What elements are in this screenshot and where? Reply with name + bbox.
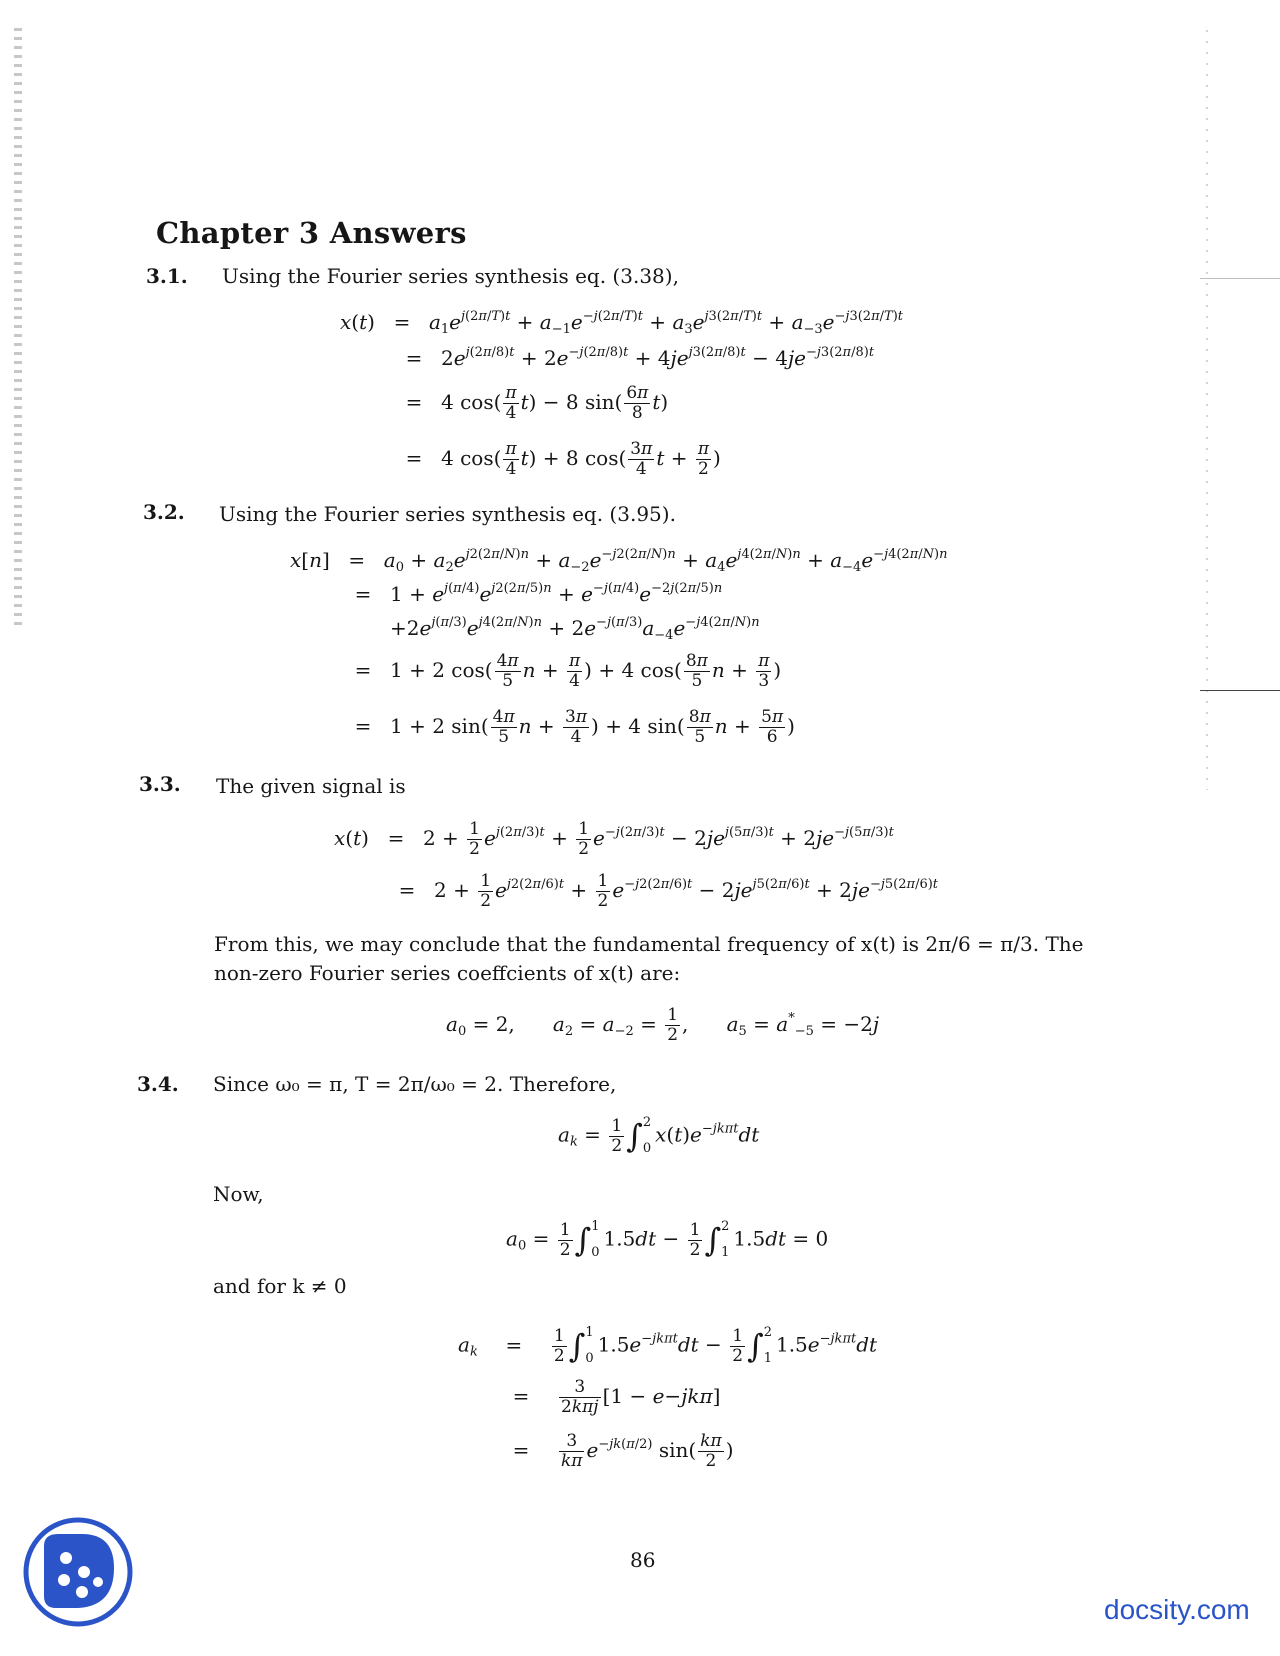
problem-intro: Using the Fourier series synthesis eq. (3.95). bbox=[219, 502, 676, 526]
equation-line: = 4 cos( $\frac{\pi}{4}$ t) − 8 sin( $\frac{6\pi}{8}$ t) bbox=[405, 383, 669, 423]
equation-line: = 4 cos( $\frac{\pi}{4}$ t) + 8 cos( $\frac{3\pi}{4}$ t + $\frac{\pi}{2}$ ) bbox=[405, 439, 721, 479]
paragraph-line: Now, bbox=[213, 1182, 264, 1206]
equation-line: $x(t) = a_1e^{j(2\pi/T)t} + a_{-1}e^{-j(2\pi/T)t} + a_3e^{j3(2\pi/T)t} + a_{-3}e^{-j3(2\pi/T)t}$ bbox=[340, 309, 903, 337]
coefficient-line: $a_0 = 2$, $a_2 = a_{-2}$ = $\frac{1}{2}$ , $a_5 = a^*_{-5} = -2j$ bbox=[446, 1005, 880, 1045]
problem-number: 3.1. bbox=[146, 264, 188, 288]
docsity-logo-icon bbox=[22, 1516, 134, 1628]
problem-number: 3.2. bbox=[143, 500, 185, 524]
equation-line: = 2 + $\frac{1}{2}$ $e^{j2(2\pi/6)t}$ + $\frac{1}{2}$ $e^{-j2(2\pi/6)t} - 2je^{j5(2\pi/6)t} + 2je^{-j5(2\pi/6)t}$ bbox=[398, 871, 939, 911]
paragraph-line: and for k ≠ 0 bbox=[213, 1274, 347, 1298]
equation-line: = $1 + e^{j(\pi/4)}e^{j2(2\pi/5)n} + e^{-j(\pi/4)}e^{-2j(2\pi/5)n}$ bbox=[354, 581, 723, 606]
chapter-title: Chapter 3 Answers bbox=[156, 216, 467, 250]
scan-edge-left bbox=[14, 28, 22, 628]
equation-line: = $2e^{j(2\pi/8)t} + 2e^{-j(2\pi/8)t} + 4je^{j3(2\pi/8)t} - 4je^{-j3(2\pi/8)t}$ bbox=[405, 345, 875, 370]
problem-intro: Using the Fourier series synthesis eq. (3.38), bbox=[222, 264, 679, 288]
problem-intro: The given signal is bbox=[216, 774, 406, 798]
paragraph-line: non-zero Fourier series coeffcients of x(t) are: bbox=[214, 961, 681, 985]
scan-rule bbox=[1200, 278, 1280, 279]
problem-intro: Since ω₀ = π, T = 2π/ω₀ = 2. Therefore, bbox=[213, 1072, 617, 1096]
equation-line: $a_0$ = $\frac{1}{2}$ ∫ 1 0 1.5dt − $\frac{1}{2}$ ∫ 2 1 1.5dt = 0 bbox=[506, 1219, 829, 1260]
docsity-brand-link[interactable]: docsity.com bbox=[1104, 1594, 1250, 1625]
problem-number: 3.3. bbox=[139, 772, 181, 796]
equation-line: = $\frac{3}{\text{2kπj}}$ [1 − e−jkπ] bbox=[512, 1377, 721, 1417]
equation-line: $x[n] = a_0 + a_2e^{j2(2\pi/N)n} + a_{-2}e^{-j2(2\pi/N)n} + a_4e^{j4(2\pi/N)n} + a_{-4}e^{-j4(2\pi/N)n}$ bbox=[290, 547, 948, 575]
scan-rule bbox=[1200, 690, 1280, 691]
page-number: 86 bbox=[630, 1548, 656, 1572]
equation-line: $a_k$ = $\frac{1}{2}$ ∫ 2 0 $x(t)e^{-jk\pi t}dt$ bbox=[558, 1115, 760, 1156]
equation-line: = 1 + 2 sin( $\frac{4\pi}{5}$ n + $\frac{3\pi}{4}$ ) + 4 sin( $\frac{8\pi}{5}$ n + $\frac{5\pi}{6}$ ) bbox=[354, 707, 795, 747]
equation-line: = 1 + 2 cos( $\frac{4\pi}{5}$ n + $\frac{\pi}{4}$ ) + 4 cos( $\frac{8\pi}{5}$ n + $\frac{\pi}{3}$ ) bbox=[354, 651, 782, 691]
equation-line: $a_k$ = $\frac{1}{2}$ ∫ 1 0 $1.5e^{-jk\pi t}dt$ − $\frac{1}{2}$ ∫ 2 1 $1.5e^{-jk\pi t}dt$ bbox=[458, 1325, 878, 1366]
paragraph-line: From this, we may conclude that the fundamental frequency of x(t) is 2π/6 = π/3. The bbox=[214, 932, 1084, 956]
scan-edge-right bbox=[1206, 30, 1208, 790]
equation-line: = $\frac{3}{k\pi}$ $e^{-jk(\pi/2)}$ sin( $\frac{k\pi}{2}$ ) bbox=[512, 1431, 734, 1471]
problem-number: 3.4. bbox=[137, 1072, 179, 1096]
equation-line: $+2e^{j(\pi/3)}e^{j4(2\pi/N)n} + 2e^{-j(\pi/3)}a_{-4}e^{-j4(2\pi/N)n}$ bbox=[390, 615, 760, 643]
equation-line: x(t) = 2 + $\frac{1}{2}$ $e^{j(2\pi/3)t}$ + $\frac{1}{2}$ $e^{-j(2\pi/3)t} - 2je^{j(5\pi/3)t} + 2je^{-j(5\pi/3)t}$ bbox=[334, 819, 894, 859]
